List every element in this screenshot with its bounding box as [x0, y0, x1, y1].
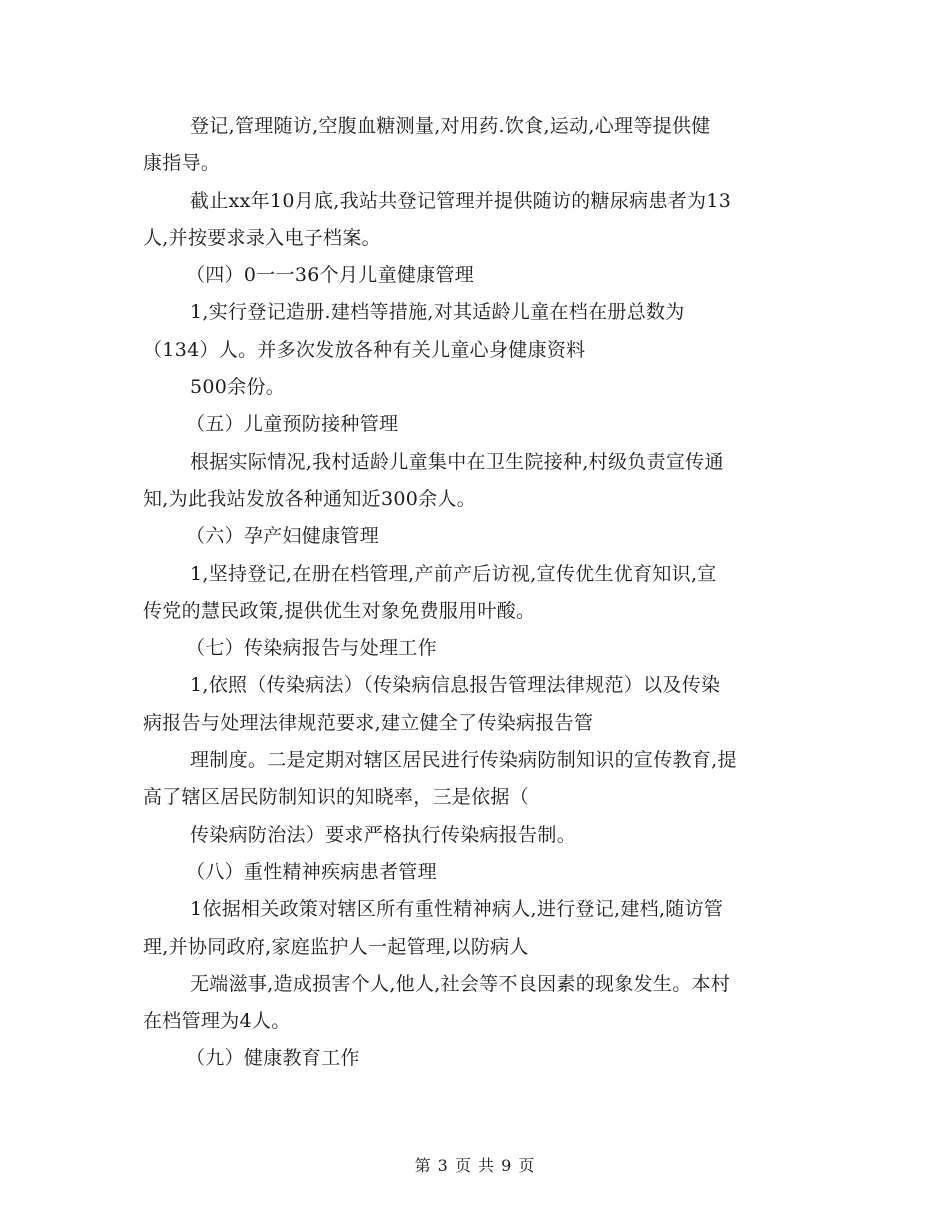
- text-line: 1依据相关政策对辖区所有重性精神病人,进行登记,建档,随访管: [190, 898, 724, 921]
- text-line: 病报告与处理法律规范要求,建立健全了传染病报告管: [143, 711, 594, 734]
- document-body: [143, 108, 808, 1078]
- text-line: （134）人。并多次发放各种有关儿童心身健康资料: [143, 338, 586, 361]
- text-line: 理,并协同政府,家庭监护人一起管理,以防病人: [143, 935, 529, 958]
- section-heading: （八）重性精神疾病患者管理: [186, 860, 437, 883]
- text-line: 截止xx年10月底,我站共登记管理并提供随访的糖尿病患者为13: [190, 189, 732, 212]
- text-line: 高了辖区居民防制知识的知晓率，三是依据（: [143, 786, 530, 809]
- text-line: 理制度。二是定期对辖区居民进行传染病防制知识的宣传教育,提: [190, 749, 737, 772]
- text-line: 人,并按要求录入电子档案。: [143, 226, 381, 249]
- text-line: 知,为此我站发放各种通知近300余人。: [143, 487, 477, 510]
- section-heading: （五）儿童预防接种管理: [186, 413, 399, 436]
- page-footer: 第 3 页 共 9 页: [414, 1156, 536, 1175]
- section-heading: （七）传染病报告与处理工作: [186, 637, 437, 660]
- section-heading: （九）健康教育工作: [186, 1047, 360, 1070]
- section-heading: （六）孕产妇健康管理: [186, 525, 380, 548]
- text-line: 无端滋事,造成损害个人,他人,社会等不良因素的现象发生。本村: [190, 972, 731, 995]
- text-line: 在档管理为4人。: [143, 1010, 291, 1033]
- text-line: 康指导。: [143, 152, 221, 175]
- text-line: 登记,管理随访,空腹血糖测量,对用药.饮食,运动,心理等提供健: [190, 115, 711, 137]
- text-line: 1,坚持登记,在册在档管理,产前产后访视,宣传优生优育知识,宣: [190, 562, 717, 585]
- text-line: 传染病防治法）要求严格执行传染病报告制。: [190, 823, 577, 846]
- text-line: 500余份。: [190, 376, 286, 399]
- text-line: 1,依照（传染病法）（传染病信息报告管理法律规范）以及传染: [190, 674, 721, 697]
- text-line: 传党的慧民政策,提供优生对象免费服用叶酸。: [143, 599, 536, 622]
- text-line: 根据实际情况,我村适龄儿童集中在卫生院接种,村级负责宣传通: [190, 450, 724, 473]
- section-heading: （四）0一一36个月儿童健康管理: [186, 264, 475, 287]
- text-line: 1,实行登记造册.建档等措施,对其适龄儿童在档在册总数为: [190, 301, 685, 324]
